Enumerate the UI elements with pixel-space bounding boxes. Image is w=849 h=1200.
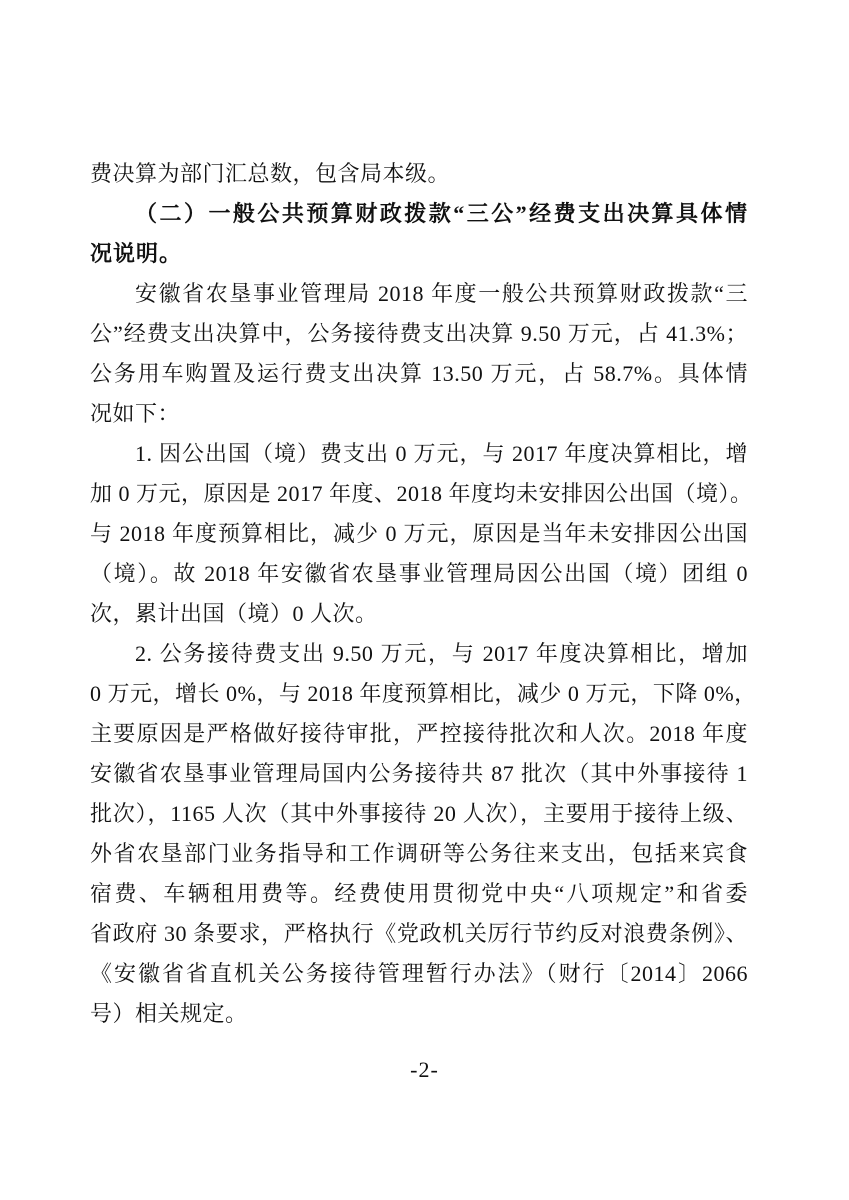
text-line: 宿费、车辆租用费等。经费使用贯彻党中央“八项规定”和省委	[90, 881, 748, 906]
text-line: 次，累计出国（境）0 人次。	[90, 601, 378, 626]
document-body	[90, 154, 757, 1034]
page-number: -2-	[410, 1057, 439, 1082]
text-line: 外省农垦部门业务指导和工作调研等公务往来支出，包括来宾食	[90, 841, 748, 866]
text-line: 主要原因是严格做好接待审批，严控接待批次和人次。2018 年度	[90, 721, 748, 746]
text-line: 《安徽省省直机关公务接待管理暂行办法》（财行〔2014〕2066	[90, 961, 748, 986]
text-line: 批次），1165 人次（其中外事接待 20 人次），主要用于接待上级、	[90, 801, 748, 826]
page-footer	[0, 1050, 849, 1090]
paragraph	[90, 434, 753, 634]
text-line: 号）相关规定。	[90, 1001, 248, 1026]
text-line: 0 万元，增长 0%，与 2018 年度预算相比，减少 0 万元，下降 0%，	[90, 681, 757, 706]
section-heading	[90, 194, 748, 274]
paragraph	[90, 274, 748, 434]
paragraph	[90, 154, 748, 194]
text-line: 公务用车购置及运行费支出决算 13.50 万元，占 58.7%。具体情	[90, 361, 748, 386]
text-line: 安徽省农垦事业管理局国内公务接待共 87 批次（其中外事接待 1	[90, 761, 748, 786]
text-line: 1. 因公出国（境）费支出 0 万元，与 2017 年度决算相比，增	[135, 441, 748, 466]
text-line: 安徽省农垦事业管理局 2018 年度一般公共预算财政拨款“三	[135, 281, 748, 306]
text-line: 费决算为部门汇总数，包含局本级。	[90, 161, 451, 186]
text-line: 省政府 30 条要求，严格执行《党政机关厉行节约反对浪费条例》、	[90, 921, 748, 946]
text-line: 与 2018 年度预算相比，减少 0 万元，原因是当年未安排因公出国	[90, 521, 748, 546]
text-line: 加 0 万元，原因是 2017 年度、2018 年度均未安排因公出国（境）。	[90, 481, 753, 506]
text-line: 况如下：	[90, 401, 181, 426]
paragraph	[90, 634, 757, 1034]
text-line: 公”经费支出决算中，公务接待费支出决算 9.50 万元，占 41.3%；	[90, 321, 748, 346]
text-line: 2. 公务接待费支出 9.50 万元，与 2017 年度决算相比，增加	[135, 641, 748, 666]
text-line: （境）。故 2018 年安徽省农垦事业管理局因公出国（境）团组 0	[90, 561, 748, 586]
text-line: （二）一般公共预算财政拨款“三公”经费支出决算具体情	[135, 201, 748, 226]
text-line: 况说明。	[90, 241, 183, 266]
